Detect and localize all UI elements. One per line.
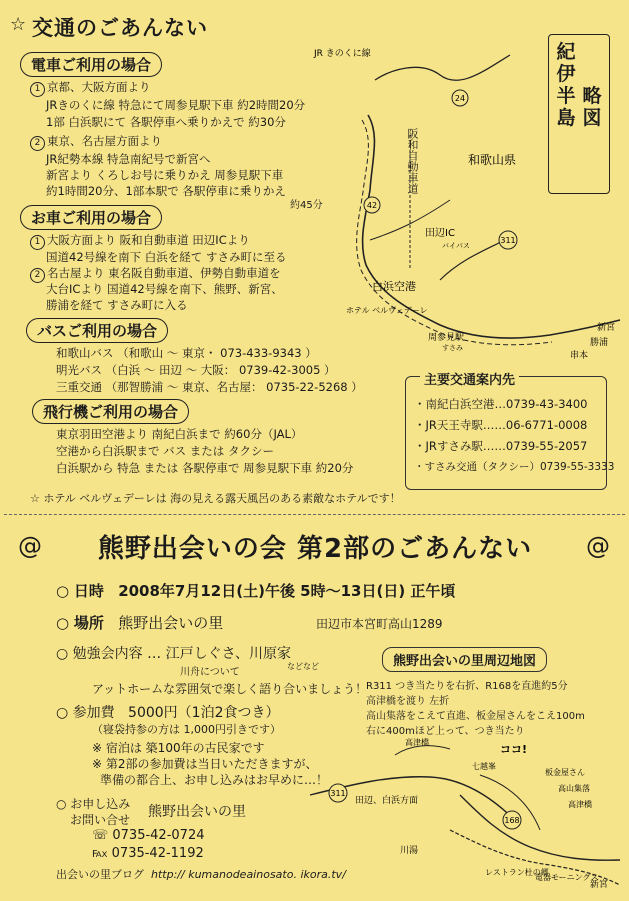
event-study-note: アットホームな雰囲気で楽しく語り合いましょう！ xyxy=(92,682,368,696)
contact-row: ・JR天王寺駅……06-6771-0008 xyxy=(414,418,588,432)
car-line2: 国道42号線を南下 白浜を経て すさみ町に至る xyxy=(46,250,287,264)
highway-label: 阪和自動車道 xyxy=(406,128,419,194)
map-title-char: 略 xyxy=(582,85,602,107)
bridge-label: 高津橋 xyxy=(405,738,429,747)
map2-title-box: 熊野出会いの里周辺地図 xyxy=(382,647,547,672)
contact-row: ・すさみ交通（タクシー）0739-55-3333 xyxy=(414,461,615,473)
page-title: 交通のごあんない xyxy=(32,16,208,40)
route168-badge xyxy=(503,811,521,829)
blog-line: 出会いの里ブログ http:// kumanodeainosato. ikora.tv/ xyxy=(56,868,346,881)
train-osaka-line1: JRきのくに線 特急にて周参見駅下車 約2時間20分 xyxy=(46,98,306,112)
tanabe-ic-label: 田辺IC xyxy=(425,228,455,239)
train-osaka-line2: 1部 白浜駅にて 各駅停車へ乗りかえで 約30分 xyxy=(46,115,286,129)
plane-line1: 東京羽田空港より 南紀白浜まで 約60分（JAL） xyxy=(56,427,303,441)
circle-bullet-icon: ○ xyxy=(56,582,74,600)
circle-bullet-icon: ○ xyxy=(56,646,73,662)
route311-badge xyxy=(329,784,347,802)
bus-row: 明光バス （白浜 ～ 田辺 ～ 大阪： 0739-42-3005 ） xyxy=(56,363,336,377)
blog-url[interactable]: http:// kumanodeainosato. ikora.tv/ xyxy=(151,868,346,881)
bus-row: 三重交通 （那智勝浦 ～ 東京、名古屋： 0735-22-5268 ） xyxy=(56,380,363,394)
event-study-sub: 川舟について xyxy=(180,667,240,678)
here-label: ココ! xyxy=(500,743,528,756)
map-title-char: 島 xyxy=(556,107,576,129)
map2-direction: 右に400mほど上って、つき当たり xyxy=(366,726,525,737)
svg-text:24: 24 xyxy=(454,94,466,103)
svg-text:42: 42 xyxy=(366,201,378,210)
train-from-osaka: 1 京都、大阪方面より xyxy=(30,80,151,97)
map-title-char: 半 xyxy=(556,85,576,107)
map-title-char: 伊 xyxy=(556,63,576,85)
car-line5: 勝浦を経て すさみ町に入る xyxy=(46,298,188,312)
train-tokyo-line2: 新宮より くろしお号に乗りかえ 周参見駅下車 xyxy=(46,168,284,182)
contact-row: ・JRすさみ駅……0739-55-2057 xyxy=(414,439,588,453)
contact-row: ・南紀白浜空港…0739-43-3400 xyxy=(414,397,588,411)
event-date: ○ 日時 2008年7月12日(土)午後 5時～13日(日) 正午頃 xyxy=(56,582,456,600)
apply-name: 熊野出会いの里 xyxy=(148,804,246,820)
plane-heading: 飛行機ご利用の場合 xyxy=(32,399,189,424)
svg-text:168: 168 xyxy=(504,816,520,825)
prefecture-label: 和歌山県 xyxy=(468,153,517,167)
river-label: 川湯 xyxy=(400,846,419,856)
event-place: ○ 場所 熊野出会いの里 xyxy=(56,614,224,632)
shop-label: 電器モーニングス xyxy=(535,873,599,882)
kosho-label: 七越峯 xyxy=(472,762,496,771)
route311-badge xyxy=(499,231,517,249)
car-line4: 大台ICより 国道42号線を南下、熊野、新宮、 xyxy=(46,282,283,296)
number-1-icon: 1 xyxy=(30,82,45,97)
number-2-icon: 2 xyxy=(30,268,45,283)
event-banner: 熊野出会いの会 第2部のごあんない xyxy=(97,534,533,564)
kushimoto-label: 串本 xyxy=(570,351,589,361)
bus-heading: バスご利用の場合 xyxy=(26,318,168,343)
contacts-title: 主要交通案内先 xyxy=(420,369,519,388)
car-heading: お車ご利用の場合 xyxy=(20,205,162,230)
map-title-char: 図 xyxy=(582,107,602,129)
event-fee-note: （寝袋持参の方は 1,000円引きです） xyxy=(92,723,281,736)
car-line3: 2 名古屋より 東名阪自動車道、伊勢自動車道を xyxy=(30,266,281,283)
event-note-3: 準備の都合上、お申し込みはお早めに…！ xyxy=(100,773,329,787)
star-icon: ☆ xyxy=(30,492,44,505)
jr-line-label: JR きのくに線 xyxy=(314,49,371,59)
train-tokyo-line1: JR紀勢本線 特急南紀号で新宮へ xyxy=(46,152,211,166)
airport-label: 白浜空港 xyxy=(372,280,416,293)
tanabe-direction-label: 田辺、白浜方面 xyxy=(355,796,419,806)
shingu-label: 新宮 xyxy=(590,880,609,890)
hotel-note: ☆ ホテル ベルヴェデーレは 海の見える露天風呂のある素敵なホテルです！ xyxy=(30,492,401,505)
event-note-1: ※ 宿泊は 築100年の古民家です xyxy=(92,741,265,755)
number-2-icon: 2 xyxy=(30,136,45,151)
apply-fax: ℻ 0735-42-1192 xyxy=(92,846,204,861)
map2-direction: 高津橋を渡り 左折 xyxy=(366,696,450,707)
station-label: 周参見駅 xyxy=(428,333,465,343)
swirl-icon: @ xyxy=(586,532,610,560)
bus-row: 和歌山バス （和歌山 ～ 東京・ 073-433-9343 ） xyxy=(56,346,317,360)
train-tokyo-line3: 約1時間20分、1部本駅で 各駅停車に乗りかえ xyxy=(46,184,286,198)
restaurant-label: レストラン杜の郷 xyxy=(485,868,549,877)
venue-area-map xyxy=(300,735,625,895)
swirl-icon: @ xyxy=(18,532,42,560)
number-1-icon: 1 xyxy=(30,235,45,250)
map2-direction: R311 つき当たりを右折、R168を直進約5分 xyxy=(366,681,568,692)
event-study: ○ 勉強会内容 … 江戸しぐさ、川原家 xyxy=(56,646,292,662)
apply-label-1: ○ お申し込み xyxy=(56,797,131,811)
train-heading: 電車ご利用の場合 xyxy=(20,52,162,77)
train-from-tokyo: 2 東京、名古屋方面より xyxy=(30,134,162,151)
circle-bullet-icon: ○ xyxy=(56,797,71,811)
route24-badge xyxy=(452,90,468,106)
event-fee: ○ 参加費 5000円（1泊2食つき） xyxy=(56,705,280,721)
route42-badge xyxy=(364,197,380,213)
hotel-label: ホテル ベルヴェデーレ xyxy=(346,306,428,315)
map-title-scroll xyxy=(548,34,610,194)
car-line1: 1 大阪方面より 阪和自動車道 田辺ICより xyxy=(30,233,250,250)
map2-direction: 高山集落をこえて直進、板金屋さんをこえ100m xyxy=(366,711,585,722)
apply-tel: ☏ 0735-42-0724 xyxy=(92,828,205,843)
takayama-label: 高山集落 xyxy=(558,784,590,793)
event-address: 田辺市本宮町高山1289 xyxy=(316,617,443,631)
train-tokyo-line4: 約45分 xyxy=(290,200,323,211)
section-divider xyxy=(4,514,625,515)
bypass-label: バイパス xyxy=(442,242,470,250)
takatsu-label: 高津橋 xyxy=(568,800,592,809)
map-title-char: 紀 xyxy=(556,41,576,63)
svg-text:311: 311 xyxy=(500,236,516,245)
event-note-2: ※ 第2部の参加費は当日いただきますが、 xyxy=(92,757,318,771)
plane-line2: 空港から白浜駅まで バス または タクシー xyxy=(56,444,274,458)
susami-label: すさみ xyxy=(442,344,463,352)
event-study-sub2: などなど xyxy=(287,662,319,671)
sheetmetal-label: 板金屋さん xyxy=(545,768,585,777)
circle-bullet-icon: ○ xyxy=(56,614,74,632)
apply-label-2: お問い合せ xyxy=(70,813,131,827)
star-icon: ☆ xyxy=(10,14,27,35)
fax-icon: ℻ xyxy=(92,846,112,861)
svg-text:311: 311 xyxy=(330,789,346,798)
circle-bullet-icon: ○ xyxy=(56,705,73,721)
phone-icon: ☏ xyxy=(92,828,113,843)
shingu-label: 新宮 xyxy=(597,323,616,333)
plane-line3: 白浜駅から 特急 または 各駅停車で 周参見駅下車 約20分 xyxy=(56,461,354,475)
katsuura-label: 勝浦 xyxy=(590,338,609,348)
